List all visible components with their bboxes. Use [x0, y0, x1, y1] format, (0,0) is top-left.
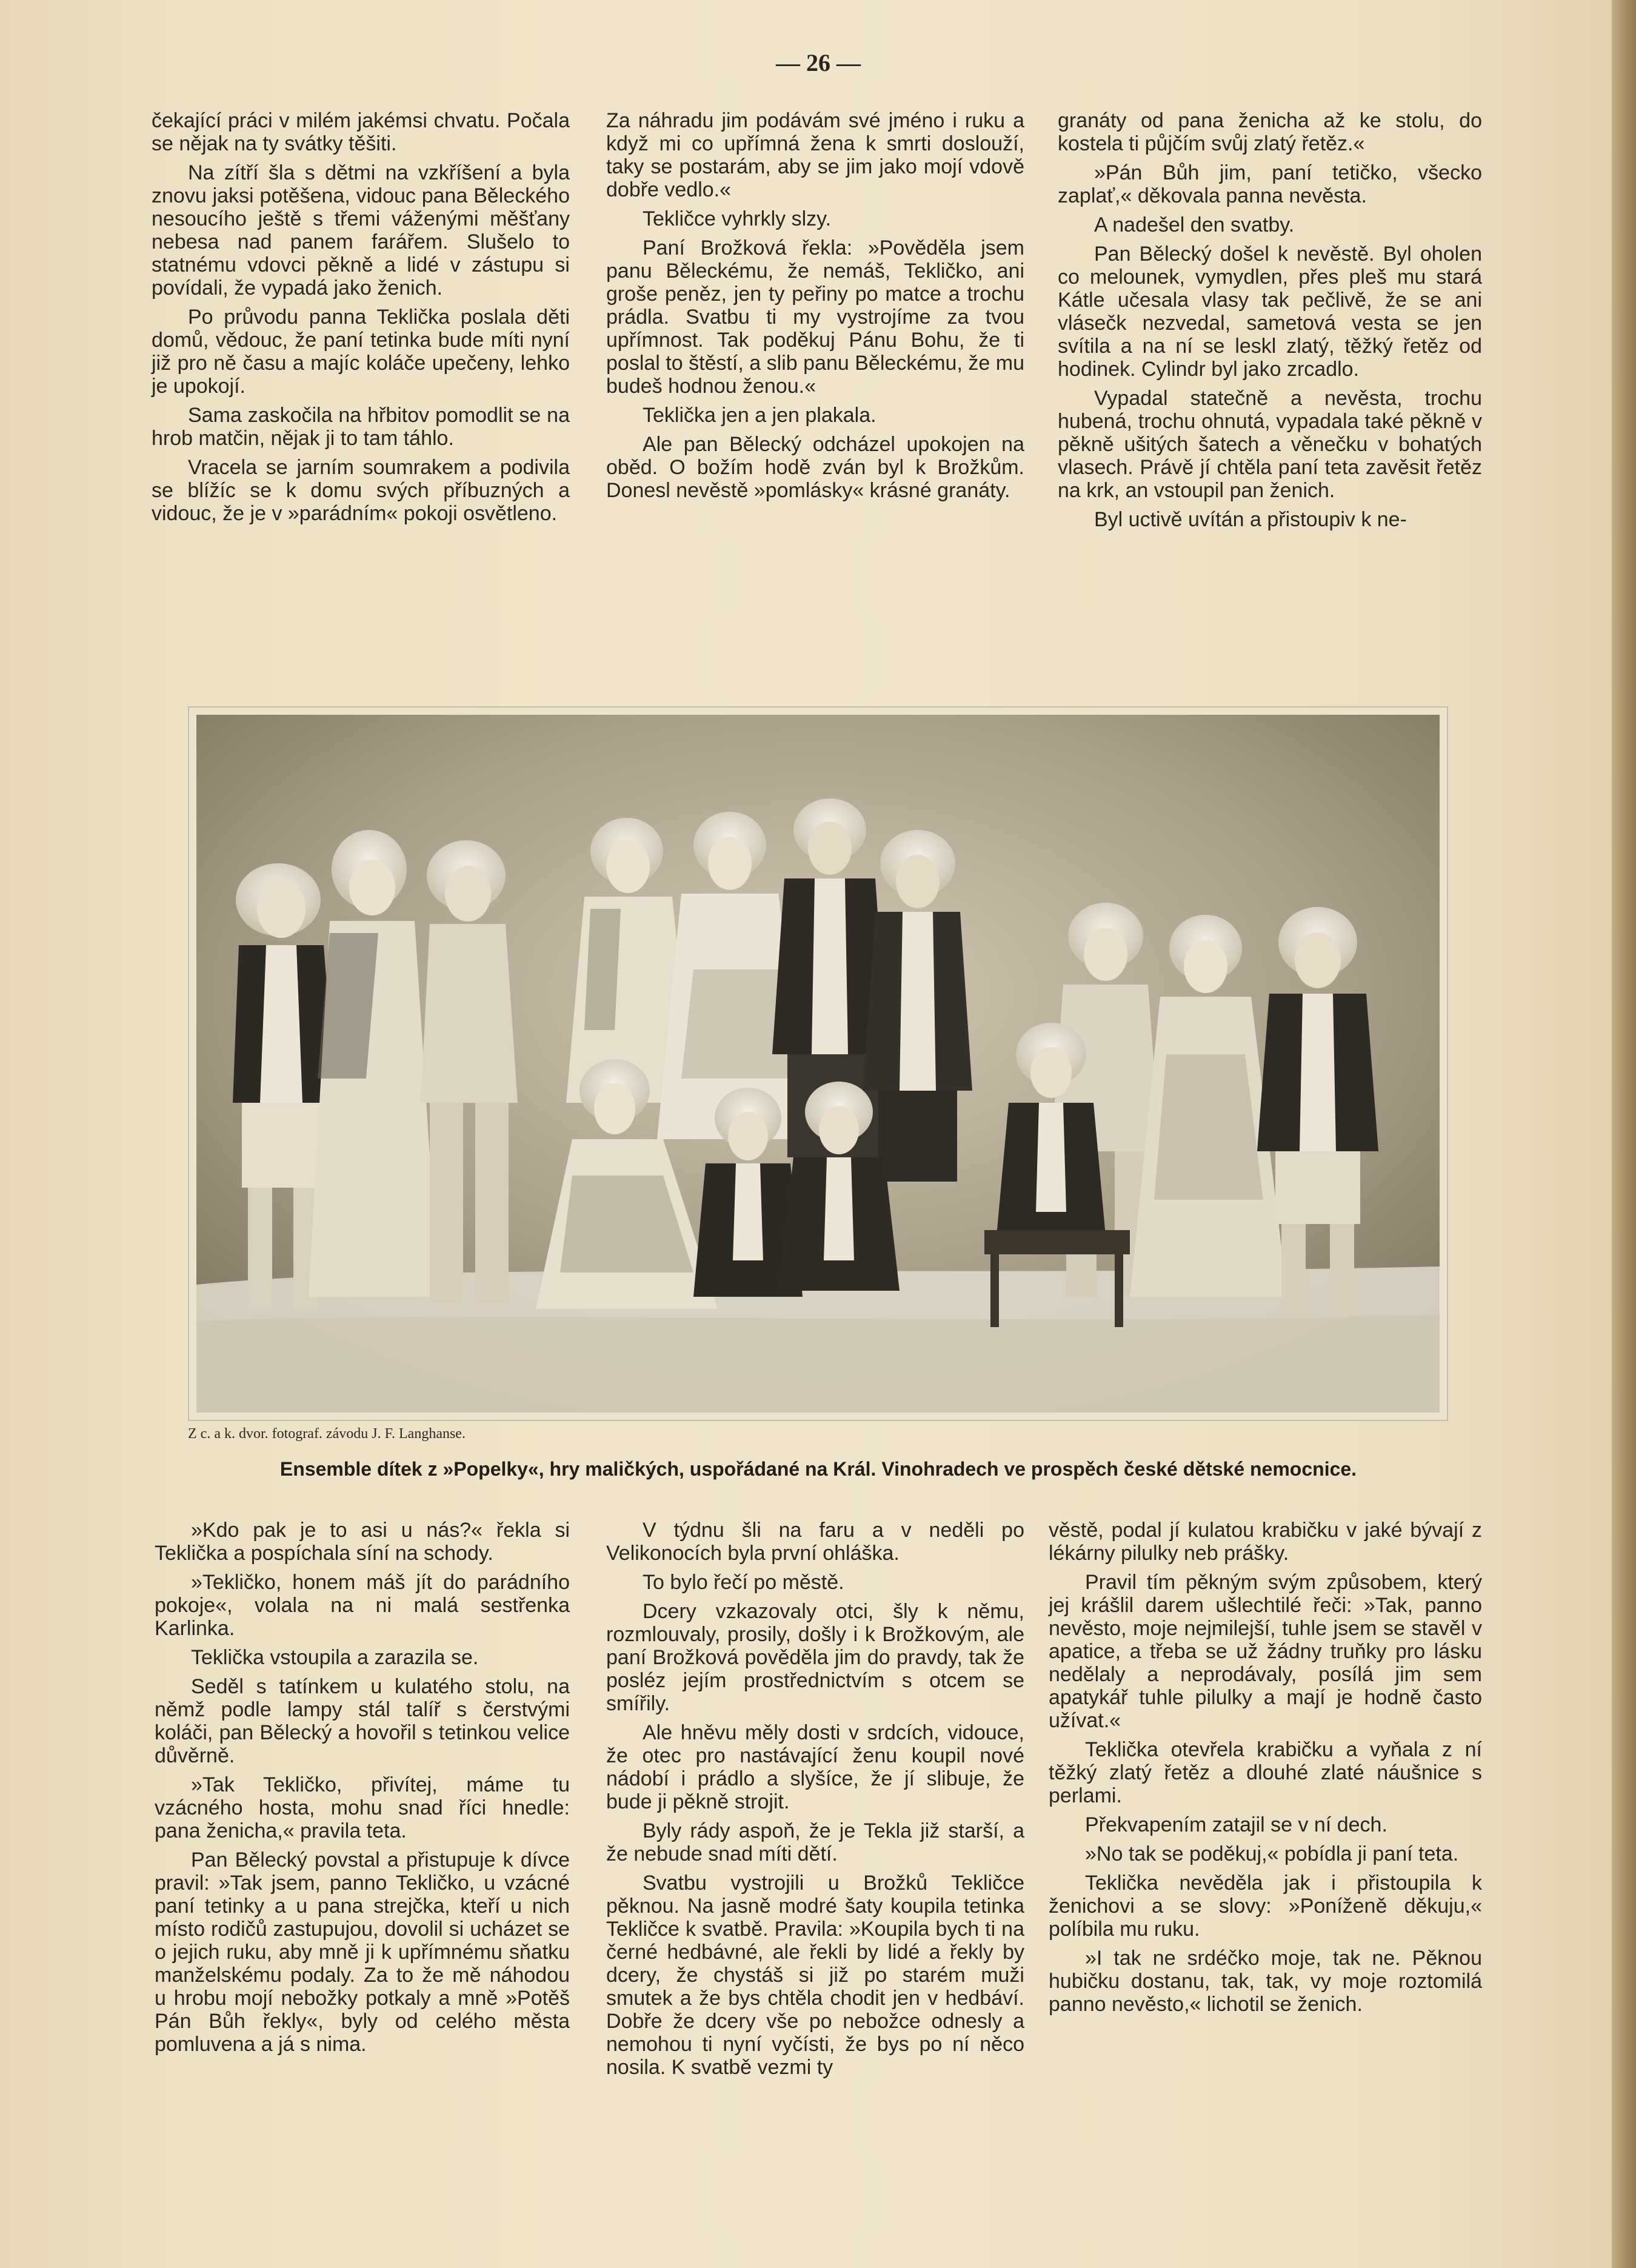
paragraph: Seděl s tatínkem u kulatého stolu, na němž podle lampy stál talíř s čerstvými koláči, pan Bělecký a hovořil s tetinkou velice důvěrně. [155, 1675, 570, 1767]
paragraph: Dcery vzkazovaly otci, šly k němu, rozmlouvaly, prosily, došly i k Brožkovým, ale paní Brožková pověděla jim do pravdy, tak že posléz jejím prostřednictvím s otcem se smířily. [606, 1600, 1024, 1715]
paragraph: Byl uctivě uvítán a přistoupiv k ne- [1094, 508, 1407, 531]
paragraph: Sama zaskočila na hřbitov pomodlit se na hrob matčin, nějak ji to tam táhlo. [152, 404, 570, 450]
paragraph: věstě, podal jí kulatou krabičku v jaké bývají z lékárny pilulky neb prášky. [1049, 1519, 1482, 1565]
top-column-2 [606, 109, 1024, 508]
paragraph: Teklička otevřela krabičku a vyňala z ní těžký zlatý řetěz a dlouhé zlaté náušnice s perlami. [1049, 1738, 1482, 1807]
paragraph: Paní Brožková řekla: »Pověděla jsem panu Běleckému, že nemáš, Tekličko, ani groše peněz, jen ty peřiny po matce a trochu prádla. Svatbu ti my vystrojíme za tvou upřímnost. Tak poděkuj Pánu Bohu, že ti poslal to štěstí, a slib panu Běleckému, že mu budeš hodnou ženou.« [606, 236, 1024, 398]
paragraph: Ale pan Bělecký odcházel upokojen na oběd. O božím hodě zván byl k Brožkům. Donesl nevěstě »pomlásky« krásné granáty. [606, 433, 1024, 502]
paragraph: »Tak Tekličko, přivítej, máme tu vzácného hosta, mohu snad říci hnedle: pana ženicha,« pravila teta. [155, 1773, 570, 1842]
paragraph: »No tak se poděkuj,« pobídla ji paní teta. [1085, 1842, 1459, 1865]
paragraph: Teklička nevěděla jak i přistoupila k ženichovi a se slovy: »Poníženě děkuju,« políbila mu ruku. [1049, 1872, 1482, 1941]
top-column-3 [1058, 109, 1482, 537]
paragraph: »Tekličko, honem máš jít do parádního pokoje«, volala na ni malá sestřenka Karlinka. [155, 1571, 570, 1640]
paragraph: Na zítří šla s dětmi na vzkříšení a byla znovu jaksi potěšena, vidouc pana Běleckého nesoucího ještě s třemi váženými měšťany nebesa nad panem farářem. Slušelo to statnému vdovci pěkně a lidé v zástupu si povídali, že vypadá jako ženich. [152, 161, 570, 299]
page-edge [1612, 0, 1636, 2268]
paragraph: Byly rády aspoň, že je Tekla již starší, a že nebude snad míti dětí. [606, 1819, 1024, 1865]
paragraph: To bylo řečí po městě. [643, 1571, 844, 1594]
photo-caption: Ensemble dítek z »Popelky«, hry maličkých, uspořádané na Král. Vinohradech ve prospěch české dětské nemocnice. [279, 1458, 1357, 1480]
paragraph: Překvapením zatajil se v ní dech. [1085, 1813, 1387, 1836]
paragraph: V týdnu šli na faru a v neděli po Velikonocích byla první ohláška. [606, 1519, 1024, 1565]
photo-illustration [196, 715, 1440, 1413]
paragraph: Vypadal statečně a nevěsta, trochu hubená, trochu ohnutá, vypadala také pěkně v pěkně ušitých šatech a věnečku v bohatých vlasech. Právě jí chtěla paní teta zavěsit řetěz na krk, an vstoupil pan ženich. [1058, 387, 1482, 502]
photo-credit: Z c. a k. dvor. fotograf. závodu J. F. Langhanse. [188, 1426, 466, 1442]
paragraph: Pan Bělecký povstal a přistupuje k dívce pravil: »Tak jsem, panno Tekličko, u vzácné paní tetinky a u pana strejčka, kteří u nich místo rodičů zastupujou, dovolil si ucházet se o jejich ruku, aby mně ji k upřímnému sňatku manželskému podaly. Za to že mě náhodou u hrobu mojí nebožky potkaly a mně »Potěš Pán Bůh řekly«, byly od celého města pomluvena a já s nima. [155, 1848, 570, 2056]
paragraph: Teklička vstoupila a zarazila se. [191, 1646, 479, 1669]
paragraph: Vracela se jarním soumrakem a podivila se blížíc se k domu svých příbuzných a vidouc, že je v »parádním« pokoji osvětleno. [152, 456, 570, 525]
paragraph: Tekličce vyhrkly slzy. [643, 207, 832, 230]
paragraph: »I tak ne srdéčko moje, tak ne. Pěknou hubičku dostanu, tak, tak, vy moje roztomilá panno nevěsto,« lichotil se ženich. [1049, 1947, 1482, 2016]
bottom-column-1 [155, 1519, 570, 2062]
paragraph: »Kdo pak je to asi u nás?« řekla si Teklička a pospíchala síní na schody. [155, 1519, 570, 1565]
bottom-column-3 [1049, 1519, 1482, 2022]
page-number: — 26 — [776, 49, 861, 76]
paragraph: Za náhradu jim podávám své jméno i ruku a když mi co upřímná žena k smrti doslouží, taky se postarám, aby se jim jako mojí vdově dobře vedlo.« [606, 109, 1024, 201]
photo-frame [188, 706, 1448, 1421]
paragraph: Pan Bělecký došel k nevěstě. Byl oholen co melounek, vymydlen, přes pleš mu stará Kátle učesala vlasy tak pečlivě, že se ani vlásečk nezvedal, sametová vesta se jen svítila a na ní se leskl zlatý, těžký řetěz od hodinek. Cylindr byl jako zrcadlo. [1058, 243, 1482, 381]
top-column-1 [152, 109, 570, 531]
paragraph: Ale hněvu měly dosti v srdcích, vidouce, že otec pro nastávající ženu koupil nové nádobí i prádlo a slyšíce, že jí slibuje, že bude ji pěkně strojit. [606, 1721, 1024, 1813]
group-photograph [196, 715, 1440, 1413]
paragraph: čekající práci v milém jakémsi chvatu. Počala se nějak na ty svátky těšiti. [152, 109, 570, 155]
paragraph: Po průvodu panna Teklička poslala děti domů, vědouc, že paní tetinka bude míti nyní již pro ně času a majíc koláče upečeny, lehko je upokojí. [152, 306, 570, 398]
paragraph: A nadešel den svatby. [1094, 213, 1295, 236]
paragraph: »Pán Bůh jim, paní tetičko, všecko zaplať,« děkovala panna nevěsta. [1058, 161, 1482, 207]
paragraph: granáty od pana ženicha až ke stolu, do kostela ti půjčím svůj zlatý řetěz.« [1058, 109, 1482, 155]
paragraph: Svatbu vystrojili u Brožků Tekličce pěknou. Na jasně modré šaty koupila tetinka Tekličce k svatbě. Pravila: »Koupila bych ti na černé hedbávné, ale řekli by lidé a řekly by dcery, že chystáš si již po starém muži smutek a že bys chtěla chodit jen v hedbáví. Dobře že dcery vše po nebožce odnesly a nemohou ti nyní vyčísti, že bys po ní něco nosila. K svatbě vezmi ty [606, 1872, 1024, 2079]
bottom-column-2 [606, 1519, 1024, 2085]
paragraph: Teklička jen a jen plakala. [643, 404, 876, 427]
paragraph: Pravil tím pěkným svým způsobem, který jej krášlil darem ušlechtilé řeči: »Tak, panno nevěsto, moje nejmilejší, tuhle jsem se stavěl v apatice, a třeba se už žádny truňky pro lásku nedělaly a neprodávaly, posílá jim sem apatykář tuhle pilulky a mají je hodně často užívat.« [1049, 1571, 1482, 1732]
